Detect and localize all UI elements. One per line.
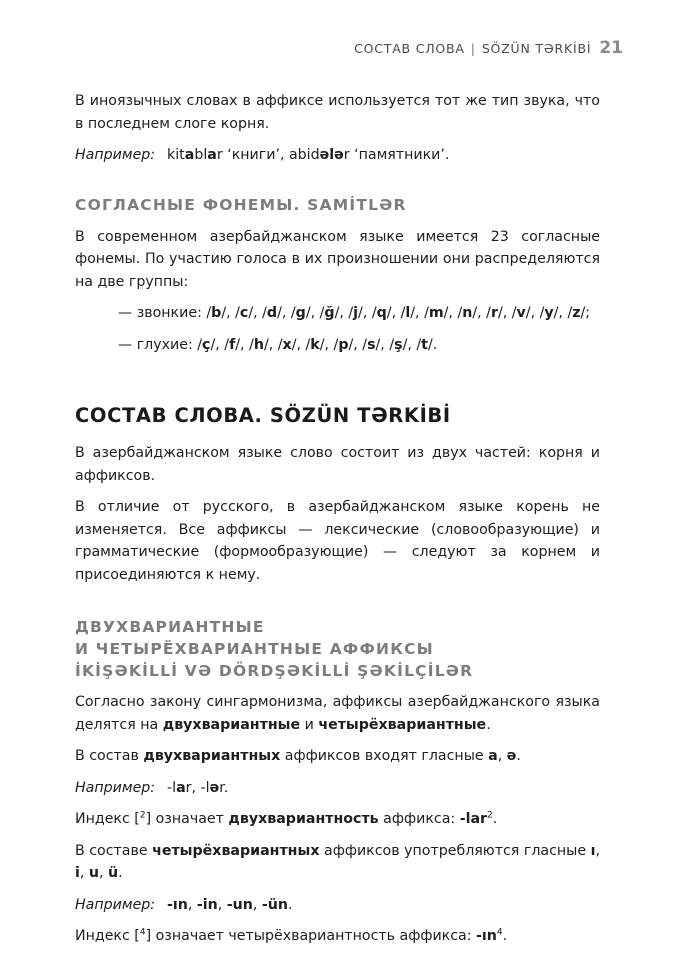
text-run: . <box>118 865 123 881</box>
text-run: . <box>288 896 293 913</box>
example-word-part: abid <box>288 147 320 163</box>
example-content <box>167 144 449 167</box>
index-superscript: 2 <box>139 810 146 821</box>
vowel-bold: ə <box>506 748 517 764</box>
example-vowel: ələ <box>319 147 344 163</box>
text-run: ] означает <box>145 811 229 827</box>
affix-bold: -ın <box>476 928 497 944</box>
text-run: Согласно закону сингармонизма, аффиксы азербайджанского языка делятся на <box>75 694 600 733</box>
running-head-title-az: SÖZÜN TƏRKİBİ <box>481 40 592 56</box>
example-vowel: a <box>184 147 195 163</box>
affixes-paragraph-5 <box>75 925 600 948</box>
example-four-variant <box>75 894 600 917</box>
text-run: , <box>79 865 89 881</box>
phoneme: g <box>295 305 306 321</box>
example-affix: -un <box>226 896 253 913</box>
phoneme: s <box>367 336 376 353</box>
phoneme: l <box>405 305 411 321</box>
text-run: , <box>497 748 507 764</box>
example-word-part: kit <box>167 147 185 163</box>
phoneme: v <box>516 305 526 321</box>
text-run: ] означает четырёхвариантность аффикса: <box>145 928 477 944</box>
example-affix: -in <box>196 896 218 913</box>
term-bold: четырёхвариантных <box>152 842 320 859</box>
index-superscript: 4 <box>496 927 503 938</box>
affixes-paragraph-1 <box>75 691 600 736</box>
phoneme: ş <box>394 336 403 353</box>
text-run: , <box>99 865 109 881</box>
example-loanwords <box>75 144 600 167</box>
phoneme: r <box>490 305 498 321</box>
text-run: аффикса: <box>378 811 460 827</box>
running-head <box>354 38 623 58</box>
phoneme: ç <box>202 336 211 353</box>
text-run: . <box>516 748 521 764</box>
word-structure-paragraph-2: В отличие от русского, в азербайджанском языке корень не изменяется. Все аффиксы — лексические (словообразующие) и грамматические (формообразующие) — следуют за корнем и присоединяются к нему. <box>75 499 600 583</box>
affixes-heading-line-3: İKİŞƏKİLLİ VƏ DÖRDŞƏKİLLİ ŞƏKİLÇİLƏR <box>75 662 474 680</box>
text-run: . <box>486 716 491 733</box>
text-run: Индекс [ <box>75 928 140 944</box>
phoneme: q <box>376 305 387 321</box>
text-run: и <box>300 716 319 733</box>
affixes-heading <box>75 616 600 682</box>
vowel-bold: ü <box>108 865 119 881</box>
phoneme: c <box>239 305 249 321</box>
text-run: В составе <box>75 842 153 859</box>
term-bold: двухвариантные <box>162 716 301 733</box>
affixes-heading-line-1: ДВУХВАРИАНТНЫЕ <box>75 618 265 636</box>
voiced-consonants <box>118 302 600 325</box>
vowel-bold: u <box>88 865 100 881</box>
example-word-part: -l <box>167 779 177 796</box>
example-vowel: a <box>207 147 217 163</box>
example-content <box>167 894 293 917</box>
affixes-heading-line-2: И ЧЕТЫРЁХВАРИАНТНЫЕ АФФИКСЫ <box>75 640 434 658</box>
index-superscript: 4 <box>139 927 146 938</box>
example-gloss: ‘памятники’. <box>349 147 450 163</box>
page-number: 21 <box>599 38 623 58</box>
example-content <box>167 777 228 800</box>
affix-bold: -lar <box>459 811 488 827</box>
phoneme: t <box>421 336 428 353</box>
voiceless-list: /ç/, /f/, /h/, /x/, /k/, /p/, /s/, /ş/, /t/. <box>197 336 438 353</box>
example-vowel: a <box>176 779 186 796</box>
affixes-paragraph-4 <box>75 840 600 885</box>
voiced-list: /b/, /c/, /d/, /g/, /ğ/, /j/, /q/, /l/, /m/, /n/, /r/, /v/, /y/, /z/; <box>206 305 591 321</box>
text-run: , <box>252 896 262 913</box>
phoneme: f <box>229 336 236 353</box>
example-word-part: r <box>216 147 223 163</box>
text-run: , <box>595 842 600 859</box>
example-word-part: r, -l <box>185 779 210 796</box>
intro-paragraph: В иноязычных словах в аффиксе используется тот же тип звука, что в последнем слоге корня. <box>75 93 600 132</box>
vowel-bold: i <box>75 865 80 881</box>
example-affix: -ün <box>261 896 288 913</box>
text-run: . <box>492 811 498 827</box>
word-structure-heading: СОСТАВ СЛОВА. SÖZÜN TƏRKİBİ <box>75 404 451 427</box>
example-label: Например: <box>75 779 156 796</box>
vowel-bold: ı <box>590 842 596 859</box>
phoneme: ğ <box>324 305 335 321</box>
consonants-heading: СОГЛАСНЫЕ ФОНЕМЫ. SAMİTLƏR <box>75 195 407 214</box>
phoneme: z <box>572 305 581 321</box>
phoneme: j <box>353 305 359 321</box>
voiced-label: — звонкие: <box>118 305 207 321</box>
consonant-groups <box>75 302 600 356</box>
phoneme: b <box>211 305 222 321</box>
voiceless-label: — глухие: <box>118 336 198 353</box>
phoneme: x <box>282 336 292 353</box>
term-bold: двухвариантных <box>143 748 281 764</box>
text-run: аффиксов употребляются гласные <box>319 842 591 859</box>
voiceless-consonants <box>118 334 600 357</box>
example-vowel: ə <box>209 779 220 796</box>
word-structure-paragraph-1: В азербайджанском языке слово состоит из двух частей: корня и аффиксов. <box>75 445 600 484</box>
running-head-separator: | <box>470 40 476 56</box>
text-run: . <box>502 928 508 944</box>
text-run: В состав <box>75 748 144 764</box>
example-label: Например: <box>75 896 156 913</box>
example-affix: -ın <box>167 896 188 913</box>
phoneme: m <box>428 305 444 321</box>
example-label: Например: <box>75 147 156 163</box>
page-content <box>75 90 600 948</box>
phoneme: d <box>266 305 278 321</box>
phoneme: p <box>338 336 349 353</box>
example-two-variant <box>75 777 600 800</box>
example-word-part: bl <box>194 147 208 163</box>
running-head-title-ru: СОСТАВ СЛОВА <box>354 40 465 56</box>
phoneme: h <box>253 336 264 353</box>
affixes-paragraph-2 <box>75 745 600 768</box>
term-bold: двухвариантность <box>228 811 379 827</box>
phoneme: y <box>544 305 554 321</box>
index-superscript: 2 <box>487 810 493 821</box>
phoneme: n <box>462 305 473 321</box>
example-gloss: ‘книги’, <box>222 147 289 163</box>
text-run: аффиксов входят гласные <box>280 748 489 764</box>
text-run: , <box>217 896 227 913</box>
example-word-part: r. <box>219 779 229 796</box>
affixes-paragraph-3 <box>75 808 600 831</box>
phoneme: k <box>310 336 320 353</box>
text-run: , <box>187 896 197 913</box>
consonants-paragraph: В современном азербайджанском языке имеется 23 согласные фонемы. По участию голоса в их произношении они распределяются на две группы: <box>75 228 600 290</box>
example-word-part: r <box>343 147 350 163</box>
term-bold: четырёхвариантные <box>318 716 487 733</box>
text-run: Индекс [ <box>75 811 140 827</box>
vowel-bold: a <box>488 748 498 764</box>
